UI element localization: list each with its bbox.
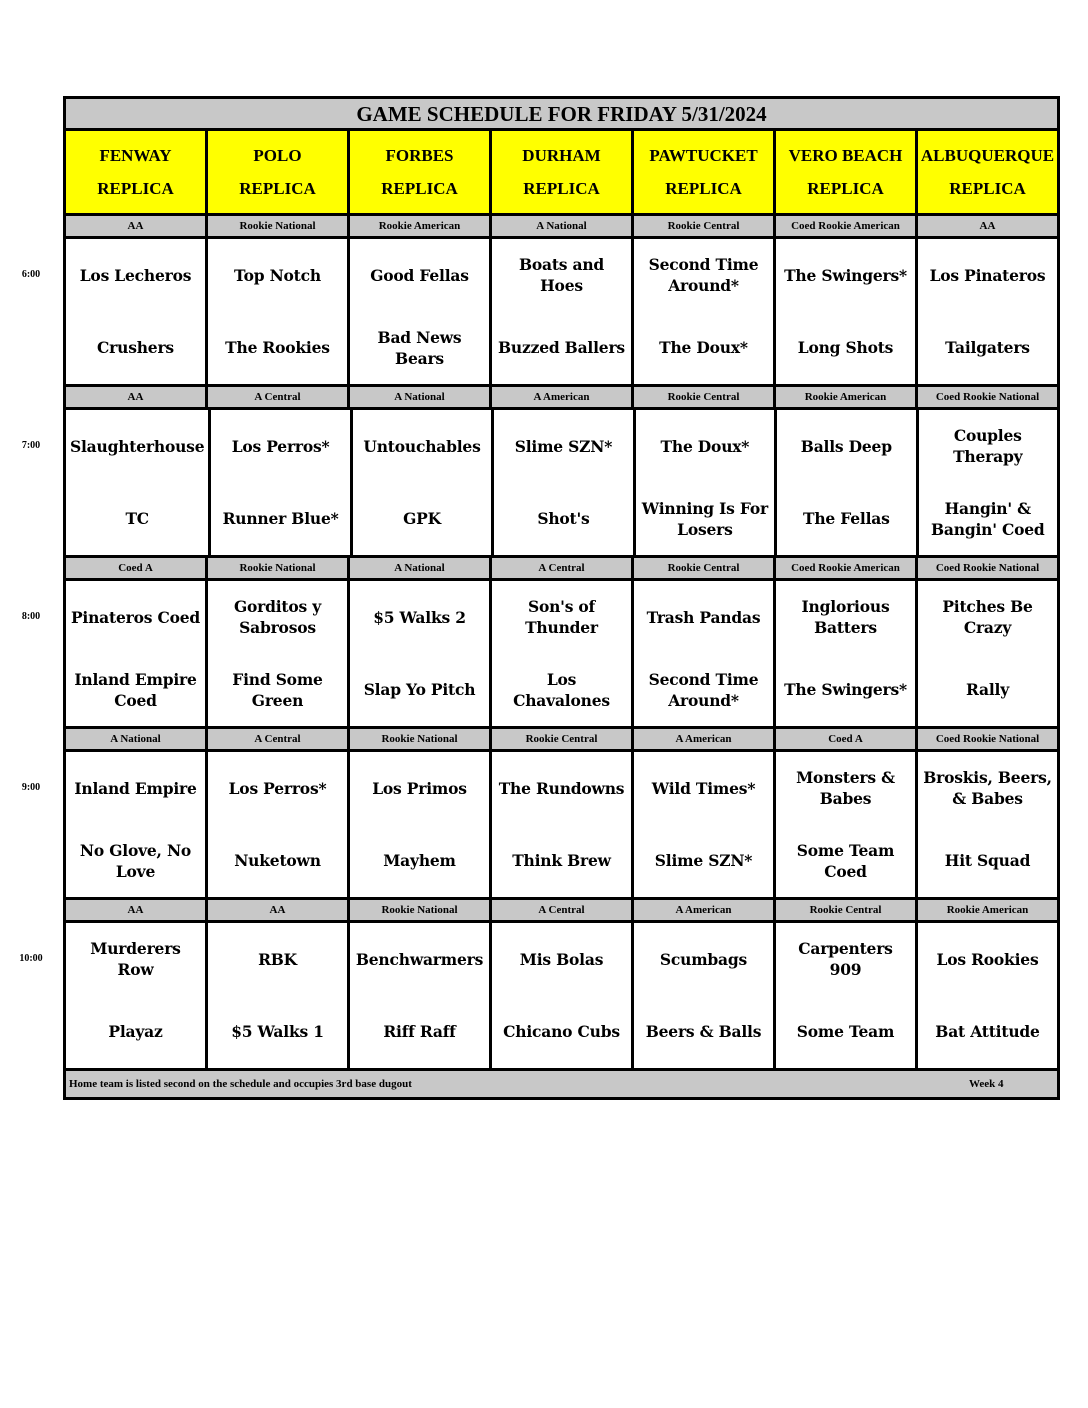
division-label: AA [208, 900, 350, 920]
game-cell [66, 923, 208, 1068]
game-cell [918, 239, 1057, 384]
home-team: Nuketown [234, 851, 321, 871]
game-cell [777, 410, 918, 555]
home-team: The Rookies [225, 338, 330, 358]
field-header [208, 131, 350, 213]
field-header [66, 131, 208, 213]
home-team: Winning Is For Losers [641, 498, 768, 539]
game-cell [66, 752, 208, 897]
away-team: The Doux* [660, 436, 750, 456]
game-cell [350, 239, 492, 384]
division-label: A Central [208, 729, 350, 749]
division-row [66, 900, 1057, 923]
home-team: Tailgaters [945, 338, 1030, 358]
away-team: Slime SZN* [514, 436, 613, 456]
game-cell [776, 752, 918, 897]
home-team: Beers & Balls [645, 1022, 762, 1042]
game-cell [918, 581, 1057, 726]
division-label: Rookie Central [492, 729, 634, 749]
division-label: AA [66, 387, 208, 407]
game-row [66, 410, 1057, 558]
division-label: Coed Rookie National [935, 391, 1040, 403]
schedule-title: GAME SCHEDULE FOR FRIDAY 5/31/2024 [66, 99, 1057, 131]
game-cell [492, 752, 634, 897]
away-team: Benchwarmers [355, 949, 484, 969]
home-team: Some Team [796, 1022, 895, 1042]
home-team: Find Some Green [232, 669, 323, 710]
away-team: Scumbags [659, 949, 748, 969]
field-subtitle: REPLICA [97, 179, 174, 198]
home-team: Playaz [108, 1022, 163, 1042]
division-label: Rookie American [350, 216, 492, 236]
division-label: A Central [208, 387, 350, 407]
schedule-table [63, 96, 1060, 1100]
division-label: AA [66, 900, 208, 920]
home-team: Bat Attitude [935, 1022, 1040, 1042]
away-team: RBK [258, 949, 297, 969]
away-team: Los Pinateros [929, 265, 1046, 285]
field-subtitle: REPLICA [239, 179, 316, 198]
home-team: Bad News Bears [377, 327, 462, 368]
field-name: POLO [253, 146, 302, 165]
division-label: A Central [492, 558, 634, 578]
division-label: Rookie Central [776, 900, 918, 920]
game-cell [634, 581, 776, 726]
home-team: Long Shots [797, 338, 894, 358]
home-team: GPK [403, 509, 441, 529]
home-team: TC [125, 509, 149, 529]
field-header-row [66, 131, 1057, 216]
game-cell [918, 923, 1057, 1068]
home-team: Riff Raff [383, 1022, 456, 1042]
division-label: Coed A [776, 729, 918, 749]
away-team: Los Rookies [936, 949, 1039, 969]
division-label: AA [66, 216, 208, 236]
division-label: AA [979, 220, 996, 232]
field-subtitle: REPLICA [523, 179, 600, 198]
away-team: Gorditos y Sabrosos [233, 597, 322, 638]
division-label: Rookie American [946, 904, 1029, 916]
game-cell [636, 410, 777, 555]
footer-note: Home team is listed second on the schedule and occupies 3rd base dugout [69, 1078, 412, 1090]
field-header [492, 131, 634, 213]
game-cell [208, 923, 350, 1068]
away-team: Pinateros Coed [70, 607, 201, 627]
field-header [634, 131, 776, 213]
home-team: $5 Walks 1 [231, 1022, 324, 1042]
division-label: Coed A [66, 558, 208, 578]
division-row [66, 729, 1057, 752]
division-label: Rookie National [208, 216, 350, 236]
away-team: Untouchables [363, 436, 481, 456]
game-cell [634, 752, 776, 897]
game-cell [350, 581, 492, 726]
away-team: Carpenters 909 [798, 939, 893, 980]
field-name: DURHAM [522, 146, 601, 165]
home-team: Buzzed Ballers [498, 338, 625, 358]
week-label: Week 4 [969, 1078, 1004, 1090]
field-subtitle: REPLICA [807, 179, 884, 198]
division-row [66, 216, 1057, 239]
division-label: A National [350, 387, 492, 407]
division-label: A National [66, 729, 208, 749]
away-team: Slaughterhouse [70, 436, 205, 456]
time-label: 9:00 [21, 782, 41, 793]
home-team: The Doux* [659, 338, 748, 358]
division-label: A American [492, 387, 634, 407]
game-cell [918, 752, 1057, 897]
away-team: Top Notch [234, 265, 321, 285]
field-header [918, 131, 1057, 213]
game-cell [919, 410, 1057, 555]
game-cell [208, 239, 350, 384]
game-cell [776, 239, 918, 384]
away-team: Son's of Thunder [525, 597, 598, 638]
game-cell [350, 923, 492, 1068]
home-team: Slap Yo Pitch [363, 680, 476, 700]
home-team: No Glove, No Love [79, 840, 192, 881]
home-team: Rally [965, 680, 1010, 700]
division-label: Rookie Central [634, 558, 776, 578]
home-team: Think Brew [512, 851, 611, 871]
division-label: Coed Rookie American [776, 558, 918, 578]
home-team: Second Time Around* [648, 669, 759, 710]
game-cell [208, 752, 350, 897]
home-team: Slime SZN* [654, 851, 753, 871]
away-team: The Rundowns [498, 778, 625, 798]
home-team: The Fellas [803, 509, 890, 529]
schedule-footer [66, 1071, 1057, 1097]
home-team: Some Team Coed [796, 840, 895, 881]
division-label: Rookie American [776, 387, 918, 407]
away-team: Murderers Row [90, 939, 181, 980]
division-label: Coed Rookie National [935, 733, 1040, 745]
away-team: Los Lecheros [79, 265, 192, 285]
away-team: Boats and Hoes [518, 255, 605, 296]
game-cell [66, 239, 208, 384]
time-label: 8:00 [21, 611, 41, 622]
game-row [66, 239, 1057, 387]
time-label: 7:00 [21, 440, 41, 451]
game-row [66, 581, 1057, 729]
game-cell [66, 410, 211, 555]
field-header [776, 131, 918, 213]
game-cell [492, 581, 634, 726]
home-team: The Swingers* [784, 680, 907, 700]
division-label: A National [350, 558, 492, 578]
home-team: Hit Squad [944, 851, 1031, 871]
division-label: Coed Rookie National [935, 562, 1040, 574]
away-team: Couples Therapy [953, 426, 1023, 467]
field-subtitle: REPLICA [381, 179, 458, 198]
game-cell [492, 923, 634, 1068]
field-name: FORBES [385, 146, 454, 165]
away-team: Balls Deep [800, 436, 892, 456]
time-label: 10:00 [19, 953, 43, 964]
field-name: VERO BEACH [788, 146, 903, 165]
game-cell [776, 581, 918, 726]
away-team: Second Time Around* [648, 255, 759, 296]
away-team: Inland Empire [74, 778, 197, 798]
home-team: Mayhem [383, 851, 456, 871]
field-name: ALBUQUERQUE [920, 146, 1055, 165]
home-team: Inland Empire Coed [74, 669, 197, 710]
game-cell [634, 923, 776, 1068]
game-row [66, 923, 1057, 1071]
division-label: A American [634, 900, 776, 920]
away-team: Monsters & Babes [796, 768, 895, 809]
away-team: Los Perros* [231, 436, 330, 456]
game-cell [353, 410, 494, 555]
away-team: Pitches Be Crazy [942, 597, 1033, 638]
field-header [350, 131, 492, 213]
home-team: Crushers [97, 338, 174, 358]
division-row [66, 387, 1057, 410]
division-label: A National [492, 216, 634, 236]
game-cell [350, 752, 492, 897]
division-label: Rookie National [208, 558, 350, 578]
division-label: Rookie National [350, 900, 492, 920]
time-label: 6:00 [21, 269, 41, 280]
away-team: Los Perros* [228, 778, 327, 798]
field-name: PAWTUCKET [649, 146, 758, 165]
away-team: Inglorious Batters [801, 597, 890, 638]
division-label: Rookie Central [634, 216, 776, 236]
field-subtitle: REPLICA [949, 179, 1026, 198]
division-label: A American [634, 729, 776, 749]
game-cell [492, 239, 634, 384]
away-team: Los Primos [372, 778, 467, 798]
away-team: The Swingers* [784, 265, 907, 285]
home-team: Hangin' & Bangin' Coed [931, 498, 1045, 539]
game-row [66, 752, 1057, 900]
division-label: A Central [492, 900, 634, 920]
away-team: Good Fellas [370, 265, 469, 285]
game-cell [634, 239, 776, 384]
away-team: Wild Times* [651, 778, 756, 798]
field-subtitle: REPLICA [665, 179, 742, 198]
home-team: Los Chavalones [513, 669, 610, 710]
division-label: Coed Rookie American [776, 216, 918, 236]
away-team: $5 Walks 2 [373, 607, 466, 627]
division-label: Rookie National [350, 729, 492, 749]
away-team: Trash Pandas [646, 607, 761, 627]
game-cell [776, 923, 918, 1068]
division-row [66, 558, 1057, 581]
home-team: Chicano Cubs [503, 1022, 620, 1042]
game-cell [208, 581, 350, 726]
time-slots [66, 216, 1057, 1071]
away-team: Broskis, Beers, & Babes [923, 768, 1052, 809]
game-cell [66, 581, 208, 726]
field-name: FENWAY [99, 146, 172, 165]
game-cell [211, 410, 352, 555]
division-label: Rookie Central [634, 387, 776, 407]
home-team: Runner Blue* [222, 509, 339, 529]
away-team: Mis Bolas [519, 949, 604, 969]
home-team: Shot's [537, 509, 590, 529]
game-cell [494, 410, 635, 555]
